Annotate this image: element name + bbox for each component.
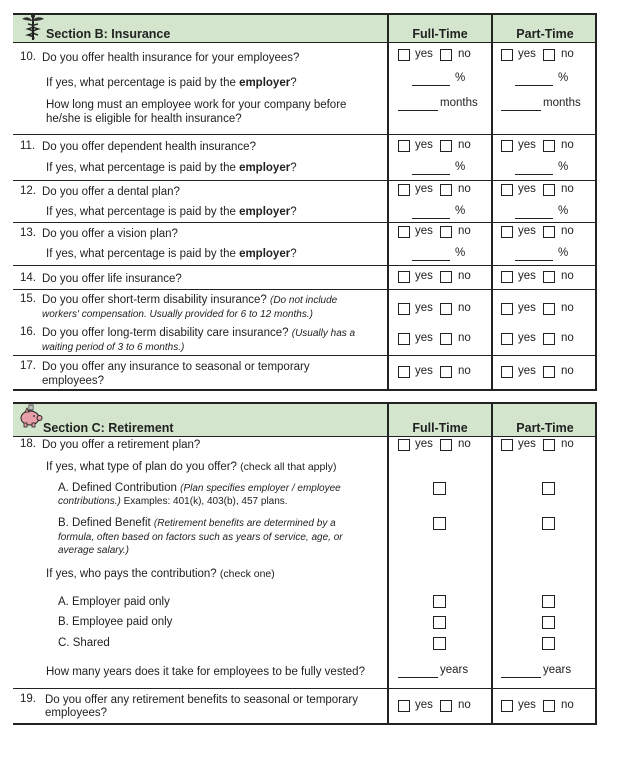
row-divider-18-19 <box>13 688 597 689</box>
row-divider-10-11 <box>13 134 597 135</box>
q18-full-no-checkbox[interactable] <box>440 439 452 451</box>
q16-part-no-checkbox[interactable] <box>543 333 555 345</box>
q15-part-yes-label: yes <box>518 302 536 314</box>
opt-a-part-checkbox[interactable] <box>542 482 555 495</box>
pay-c-full-checkbox[interactable] <box>433 637 446 650</box>
q17-full-yes-label: yes <box>415 365 433 377</box>
q13-full-yes-checkbox[interactable] <box>398 226 410 238</box>
q18c-full-blank[interactable] <box>398 665 438 678</box>
q11a-text <box>46 161 297 175</box>
q13a-bold: employer <box>239 248 291 260</box>
q11-text: Do you offer dependent health insurance? <box>42 141 256 153</box>
caduceus-icon <box>20 13 46 44</box>
section-c-bottom-border <box>13 723 597 725</box>
q10-full-no-label: no <box>458 48 471 60</box>
q10a-prefix: If yes, what percentage is paid by the <box>46 77 240 89</box>
q12a-prefix: If yes, what percentage is paid by the <box>46 206 240 218</box>
q11-full-no-label: no <box>458 139 471 151</box>
q19-part-no-checkbox[interactable] <box>543 700 555 712</box>
q15-full-no-label: no <box>458 302 471 314</box>
opt-b-full-checkbox[interactable] <box>433 517 446 530</box>
q12-number: 12. <box>20 185 36 197</box>
q18c-full-unit: years <box>440 664 469 676</box>
pay-b-full-checkbox[interactable] <box>433 616 446 629</box>
section-b-header-bottom <box>13 42 597 43</box>
q13-full-no-label: no <box>458 225 471 237</box>
q16-full-yes-checkbox[interactable] <box>398 333 410 345</box>
q13-full-no-checkbox[interactable] <box>440 226 452 238</box>
q15-note-1: (Do not include <box>269 295 338 306</box>
q13-text: Do you offer a vision plan? <box>42 228 178 240</box>
q16-note-2: waiting period of 3 to 6 months.) <box>42 342 185 353</box>
q19-part-yes-label: yes <box>518 699 536 711</box>
q10a-part-percent-blank[interactable] <box>515 73 553 86</box>
q10b-full-unit: months <box>440 97 478 109</box>
q18-part-no-checkbox[interactable] <box>543 439 555 451</box>
q11a-prefix: If yes, what percentage is paid by the <box>46 162 240 174</box>
opt-a-full-checkbox[interactable] <box>433 482 446 495</box>
q12a-part-percent-blank[interactable] <box>515 206 553 219</box>
q14-part-yes-label: yes <box>518 270 536 282</box>
q10-part-yes-label: yes <box>518 48 536 60</box>
q12-part-no-checkbox[interactable] <box>543 184 555 196</box>
q16-full-yes-label: yes <box>415 332 433 344</box>
q16-note-1: (Usually has a <box>291 328 356 339</box>
q14-full-no-checkbox[interactable] <box>440 271 452 283</box>
q13a-text <box>46 247 297 261</box>
q13-part-no-label: no <box>561 225 574 237</box>
q10a-bold: employer <box>239 77 291 89</box>
q15-full-no-checkbox[interactable] <box>440 303 452 315</box>
pay-b-part-checkbox[interactable] <box>542 616 555 629</box>
q13a-prefix: If yes, what percentage is paid by the <box>46 248 240 260</box>
q16-line2 <box>42 340 184 355</box>
opt-a-examples: Examples: 401(k), 403(b), 457 plans. <box>120 496 288 507</box>
q10-full-yes-label: yes <box>415 48 433 60</box>
q10-text: Do you offer health insurance for your employees? <box>42 52 300 64</box>
q18-text: Do you offer a retirement plan? <box>42 439 201 451</box>
row-divider-13-14 <box>13 265 597 266</box>
section-c-title: Section C: Retirement <box>43 421 174 435</box>
q17-number: 17. <box>20 360 36 372</box>
q10-number: 10. <box>20 51 36 63</box>
q14-part-no-checkbox[interactable] <box>543 271 555 283</box>
q10b-line1: How long must an employee work for your company before <box>46 99 347 111</box>
section-c-col-part: Part-Time <box>516 421 574 435</box>
pay-a-part-checkbox[interactable] <box>542 595 555 608</box>
q15-part-no-label: no <box>561 302 574 314</box>
pay-c-part-checkbox[interactable] <box>542 637 555 650</box>
q18a-text <box>46 460 336 474</box>
q11a-suffix: ? <box>290 162 297 174</box>
q19-full-no-checkbox[interactable] <box>440 700 452 712</box>
q13-part-yes-checkbox[interactable] <box>501 226 513 238</box>
section-b-divider-1 <box>387 13 389 390</box>
q16-line1 <box>42 326 355 341</box>
q18-full-yes-checkbox[interactable] <box>398 439 410 451</box>
q17-full-yes-checkbox[interactable] <box>398 366 410 378</box>
q15-full-yes-label: yes <box>415 302 433 314</box>
q15-line1 <box>42 293 337 308</box>
opt-b-note-1: (Retirement benefits are determined by a <box>153 518 336 529</box>
q14-part-no-label: no <box>561 270 574 282</box>
section-c-top-border <box>13 402 597 404</box>
q18-part-no-label: no <box>561 438 574 450</box>
section-c-divider-2 <box>491 402 493 724</box>
row-divider-12-13 <box>13 222 597 223</box>
q16-full-no-label: no <box>458 332 471 344</box>
q11a-part-percent-sign: % <box>558 161 569 173</box>
section-c-right-border <box>595 402 597 724</box>
q12a-full-percent-blank[interactable] <box>412 206 450 219</box>
q13a-part-percent-blank[interactable] <box>515 248 553 261</box>
q18a-note: (check all that apply) <box>240 461 337 473</box>
q16-part-yes-label: yes <box>518 332 536 344</box>
pay-c-label: C. Shared <box>58 637 110 649</box>
opt-b-line3 <box>58 543 129 558</box>
q14-full-yes-checkbox[interactable] <box>398 271 410 283</box>
section-b-col-part: Part-Time <box>516 27 574 41</box>
q12a-bold: employer <box>239 206 291 218</box>
q12a-text <box>46 205 297 219</box>
opt-b-line1 <box>58 516 336 531</box>
q12-full-yes-label: yes <box>415 183 433 195</box>
q15-line2 <box>42 307 313 322</box>
piggy-bank-icon <box>18 404 44 433</box>
q13-number: 13. <box>20 227 36 239</box>
q13-full-yes-label: yes <box>415 225 433 237</box>
q11-part-no-checkbox[interactable] <box>543 140 555 152</box>
q14-number: 14. <box>20 272 36 284</box>
section-b-top-border <box>13 13 597 15</box>
q11-number: 11. <box>20 140 36 152</box>
q11a-bold: employer <box>239 162 291 174</box>
q12-part-yes-checkbox[interactable] <box>501 184 513 196</box>
q12-full-no-label: no <box>458 183 471 195</box>
q16-number: 16. <box>20 326 36 338</box>
q16-full-no-checkbox[interactable] <box>440 333 452 345</box>
q11-full-yes-label: yes <box>415 139 433 151</box>
q13a-part-percent-sign: % <box>558 247 569 259</box>
q13a-full-percent-sign: % <box>455 247 466 259</box>
opt-b-note-2: formula, often based on factors such as years of service, age, or <box>58 532 343 543</box>
q15-note-2: workers' compensation. Usually provided for 6 to 12 months.) <box>42 309 313 320</box>
q17-full-no-label: no <box>458 365 471 377</box>
opt-a-note-2: contributions.) <box>58 496 121 507</box>
q15-text: Do you offer short-term disability insurance? <box>42 294 267 306</box>
q10a-suffix: ? <box>290 77 297 89</box>
q14-full-yes-label: yes <box>415 270 433 282</box>
section-b-title: Section B: Insurance <box>46 27 171 41</box>
section-b-right-border <box>595 13 597 390</box>
section-c-header-bottom <box>13 436 597 437</box>
q12-part-no-label: no <box>561 183 574 195</box>
q19-full-yes-checkbox[interactable] <box>398 700 410 712</box>
q12-part-yes-label: yes <box>518 183 536 195</box>
q14-part-yes-checkbox[interactable] <box>501 271 513 283</box>
q17-line1: Do you offer any insurance to seasonal or temporary <box>42 361 310 373</box>
q17-part-yes-checkbox[interactable] <box>501 366 513 378</box>
q18b-text <box>46 567 275 581</box>
q11-full-yes-checkbox[interactable] <box>398 140 410 152</box>
section-c-divider-1 <box>387 402 389 724</box>
q19-part-yes-checkbox[interactable] <box>501 700 513 712</box>
q18-full-yes-label: yes <box>415 438 433 450</box>
q15-full-yes-checkbox[interactable] <box>398 303 410 315</box>
pay-b-label: B. Employee paid only <box>58 616 173 628</box>
q18-part-yes-checkbox[interactable] <box>501 439 513 451</box>
q12a-full-percent-sign: % <box>455 205 466 217</box>
opt-b-part-checkbox[interactable] <box>542 517 555 530</box>
q13a-suffix: ? <box>290 248 297 260</box>
q10b-part-unit: months <box>543 97 581 109</box>
q16-part-no-label: no <box>561 332 574 344</box>
q19-line2: employees? <box>45 707 108 719</box>
section-c-col-full: Full-Time <box>412 421 468 435</box>
section-b-divider-2 <box>491 13 493 390</box>
row-divider-11-12 <box>13 180 597 181</box>
q11-part-yes-checkbox[interactable] <box>501 140 513 152</box>
q13a-full-percent-blank[interactable] <box>412 248 450 261</box>
q11a-full-percent-sign: % <box>455 161 466 173</box>
q18c-part-unit: years <box>543 664 572 676</box>
q11a-part-percent-blank[interactable] <box>515 162 553 175</box>
q18-number: 18. <box>20 438 36 450</box>
q19-line1: Do you offer any retirement benefits to seasonal or temporary <box>45 694 359 706</box>
q10-part-no-label: no <box>561 48 574 60</box>
q13-part-no-checkbox[interactable] <box>543 226 555 238</box>
opt-b-label: B. Defined Benefit <box>58 517 154 529</box>
q11-full-no-checkbox[interactable] <box>440 140 452 152</box>
section-b-bottom-border <box>13 389 597 391</box>
opt-a-line1 <box>58 481 341 496</box>
q14-text: Do you offer life insurance? <box>42 273 182 285</box>
q12-text: Do you offer a dental plan? <box>42 186 180 198</box>
pay-a-label: A. Employer paid only <box>58 596 170 608</box>
q10-part-yes-checkbox[interactable] <box>501 49 513 61</box>
q13-part-yes-label: yes <box>518 225 536 237</box>
q10-full-yes-checkbox[interactable] <box>398 49 410 61</box>
q12a-part-percent-sign: % <box>558 205 569 217</box>
q12-full-no-checkbox[interactable] <box>440 184 452 196</box>
q17-part-no-label: no <box>561 365 574 377</box>
q15-number: 15. <box>20 293 36 305</box>
opt-a-note-1: (Plan specifies employer / employee <box>180 483 341 494</box>
q18-full-no-label: no <box>458 438 471 450</box>
q18a-question: If yes, what type of plan do you offer? <box>46 461 237 473</box>
q17-line2: employees? <box>42 375 105 387</box>
q19-number: 19. <box>20 693 36 705</box>
q11a-full-percent-blank[interactable] <box>412 162 450 175</box>
q18c-part-blank[interactable] <box>501 665 541 678</box>
q17-part-yes-label: yes <box>518 365 536 377</box>
q12-full-yes-checkbox[interactable] <box>398 184 410 196</box>
q14-full-no-label: no <box>458 270 471 282</box>
q10a-full-percent-sign: % <box>455 72 466 84</box>
q18c-text: How many years does it take for employees to be fully vested? <box>46 666 365 678</box>
q10a-text <box>46 76 297 90</box>
q19-full-yes-label: yes <box>415 699 433 711</box>
q19-part-no-label: no <box>561 699 574 711</box>
q18-part-yes-label: yes <box>518 438 536 450</box>
q11-part-no-label: no <box>561 139 574 151</box>
q17-full-no-checkbox[interactable] <box>440 366 452 378</box>
q11-part-yes-label: yes <box>518 139 536 151</box>
q10b-full-blank[interactable] <box>398 98 438 111</box>
opt-a-line2 <box>58 495 288 509</box>
q16-part-yes-checkbox[interactable] <box>501 333 513 345</box>
q15-part-yes-checkbox[interactable] <box>501 303 513 315</box>
q16-text: Do you offer long-term disability care insurance? <box>42 327 289 339</box>
q17-part-no-checkbox[interactable] <box>543 366 555 378</box>
q10-part-no-checkbox[interactable] <box>543 49 555 61</box>
section-b-col-full: Full-Time <box>412 27 468 41</box>
q10a-full-percent-blank[interactable] <box>412 73 450 86</box>
q19-full-no-label: no <box>458 699 471 711</box>
q15-part-no-checkbox[interactable] <box>543 303 555 315</box>
row-divider-14-15 <box>13 289 597 290</box>
q18b-question: If yes, who pays the contribution? <box>46 568 217 580</box>
opt-b-note-3: average salary.) <box>58 545 129 556</box>
q10b-line2: he/she is eligible for health insurance? <box>46 113 242 125</box>
q12a-suffix: ? <box>290 206 297 218</box>
row-divider-16-17 <box>13 355 597 356</box>
opt-a-label: A. Defined Contribution <box>58 482 181 494</box>
q10-full-no-checkbox[interactable] <box>440 49 452 61</box>
pay-a-full-checkbox[interactable] <box>433 595 446 608</box>
q18b-note: (check one) <box>219 568 275 580</box>
q10a-part-percent-sign: % <box>558 72 569 84</box>
q10b-part-blank[interactable] <box>501 98 541 111</box>
